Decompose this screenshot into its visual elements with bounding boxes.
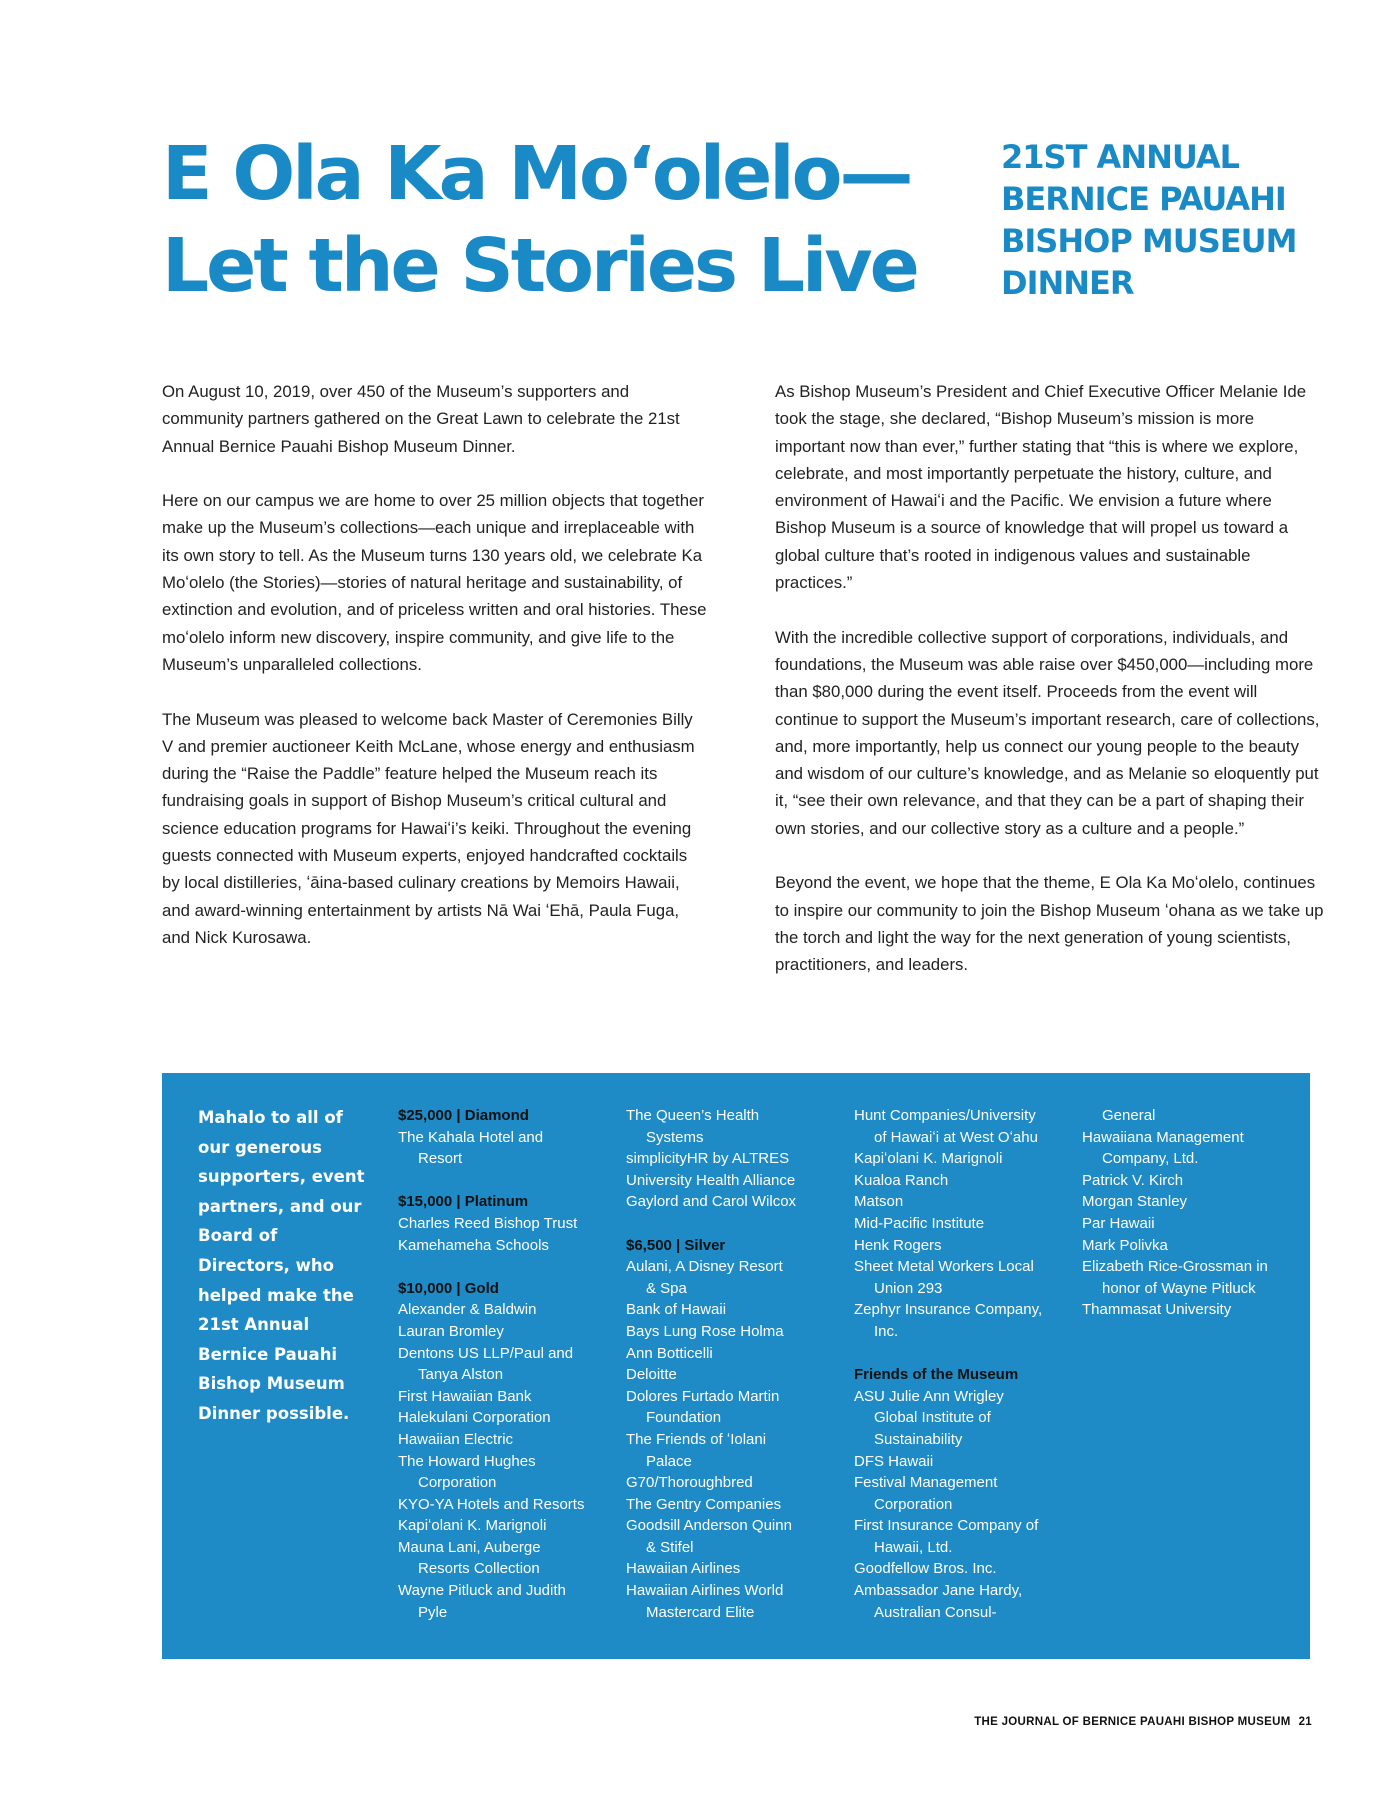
donor-spacer [398, 1170, 613, 1192]
donor-name: Aulani, A Disney Resort [626, 1258, 783, 1276]
donor-name: G70/Thoroughbred [626, 1474, 753, 1492]
donor-name: honor of Wayne Pitluck [1102, 1279, 1256, 1297]
donor-name: The Friends of ʻIolani [626, 1430, 767, 1448]
donor-name: Sheet Metal Workers Local [854, 1258, 1034, 1276]
donor-name: Kamehameha Schools [398, 1236, 549, 1254]
donor-name: Hawaii, Ltd. [874, 1538, 953, 1556]
donor-name: & Stifel [646, 1538, 694, 1556]
donor-name: Dolores Furtado Martin [626, 1387, 780, 1405]
donor-spacer [398, 1256, 613, 1278]
donor-name: Palace [646, 1452, 692, 1470]
page-title [162, 128, 982, 312]
donor-name: Hawaiian Electric [398, 1430, 514, 1448]
donor-name: Global Institute of [874, 1409, 991, 1427]
donor-name: Foundation [646, 1409, 722, 1427]
donor-name: Mauna Lani, Auberge [398, 1538, 541, 1556]
donor-name: Matson [854, 1193, 904, 1211]
subtitle-line: BISHOP MUSEUM [1001, 222, 1297, 260]
donor-tier-heading: $6,500 | Silver [626, 1236, 726, 1254]
subtitle-line: 21ST ANNUAL [1001, 138, 1240, 176]
donor-name: Dentons US LLP/Paul and [398, 1344, 574, 1362]
donor-name: First Hawaiian Bank [398, 1387, 532, 1405]
donor-name: Hawaiiana Management [1082, 1128, 1244, 1146]
donor-name: of Hawaiʻi at West Oʻahu [874, 1128, 1038, 1146]
donor-name: Hawaiian Airlines [626, 1560, 741, 1578]
donor-name: Company, Ltd. [1102, 1150, 1199, 1168]
donor-name: KYO-YA Hotels and Resorts [398, 1495, 585, 1513]
donor-name: Resort [418, 1150, 463, 1168]
article-paragraph: Here on our campus we are home to over 25 million objects that together make up the Museum’s collections—each unique and irreplaceable with its own story to tell. As the Museum turns 130 years old, we celebrate Ka Moʻolelo (the Stories)—stories of natural heritage and sustainability, of extinction and evolution, and of priceless written and oral histories. These moʻolelo inform new discovery, inspire community, and give life to the Museum’s unparalleled collections. [162, 491, 707, 674]
donor-name: Goodsill Anderson Quinn [626, 1517, 792, 1535]
donor-name: simplicityHR by ALTRES [626, 1150, 790, 1168]
donor-name: Sustainability [874, 1430, 963, 1448]
donor-panel [162, 1073, 1310, 1659]
donor-name: Par Hawaii [1082, 1214, 1155, 1232]
event-subtitle [1001, 136, 1331, 304]
donor-tier-heading: Friends of the Museum [854, 1366, 1019, 1384]
donor-name: Goodfellow Bros. Inc. [854, 1560, 997, 1578]
donor-name: Deloitte [626, 1366, 677, 1384]
article-paragraph: With the incredible collective support of corporations, individuals, and foundations, the Museum was able raise over $450,000—including more than $80,000 during the event itself. Proceeds from the event will continue to support the Museum’s important research, care of collections, and, more importantly, help us connect our young people to the beauty and wisdom of our culture’s knowledge, and as Melanie so eloquently put it, “see their own relevance, and that they can be a part of shaping their own stories, and our collective story as a culture and a people.” [775, 627, 1320, 838]
donor-spacer [626, 1213, 841, 1235]
donor-name: & Spa [646, 1279, 687, 1297]
donor-name: Kualoa Ranch [854, 1171, 949, 1189]
donor-name: Mid-Pacific Institute [854, 1214, 985, 1232]
donor-name: Patrick V. Kirch [1082, 1171, 1184, 1189]
donor-name: Tanya Alston [418, 1366, 504, 1384]
donor-name: The Queen’s Health [626, 1107, 760, 1124]
donor-name: Corporation [418, 1474, 497, 1492]
donor-column-3 [854, 1105, 1069, 1623]
donor-name: First Insurance Company of [854, 1517, 1039, 1535]
donor-name: Hunt Companies/University [854, 1107, 1036, 1124]
mahalo-message: Mahalo to all of our generous supporters, event partners, and our Board of Directors, who helped make the 21st Annual Bernice Pauahi Bishop Museum Dinner possible. [198, 1108, 365, 1423]
subtitle-line: DINNER [1001, 264, 1134, 302]
donor-tier-heading: $25,000 | Diamond [398, 1107, 529, 1124]
page-number: 21 [1298, 1716, 1312, 1728]
donor-name: Kapiʻolani K. Marignoli [854, 1150, 1003, 1168]
donor-name: Festival Management [854, 1474, 998, 1492]
donor-name: The Howard Hughes [398, 1452, 536, 1470]
donor-name: Resorts Collection [418, 1560, 540, 1578]
donor-column-4 [1082, 1105, 1297, 1321]
subtitle-line: BERNICE PAUAHI [1001, 180, 1286, 218]
title-line-1: E Ola Ka Moʻolelo— [162, 131, 911, 217]
donor-name: Mark Polivka [1082, 1236, 1168, 1254]
donor-name: Mastercard Elite [646, 1603, 755, 1621]
donor-name: Union 293 [874, 1279, 943, 1297]
title-line-2: Let the Stories Live [162, 223, 917, 309]
donor-name: DFS Hawaii [854, 1452, 934, 1470]
donor-name: Charles Reed Bishop Trust [398, 1214, 578, 1232]
donor-name: Henk Rogers [854, 1236, 942, 1254]
donor-name: Wayne Pitluck and Judith [398, 1582, 566, 1600]
page-footer [974, 1716, 1312, 1728]
donor-name: Gaylord and Carol Wilcox [626, 1193, 797, 1211]
journal-name: THE JOURNAL OF BERNICE PAUAHI BISHOP MUSEUM [974, 1716, 1291, 1728]
article-paragraph: As Bishop Museum’s President and Chief Executive Officer Melanie Ide took the stage, she declared, “Bishop Museum’s mission is more important now than ever,” further stating that “this is where we explore, celebrate, and most importantly perpetuate the history, culture, and environment of Hawaiʻi and the Pacific. We envision a future where Bishop Museum is a source of knowledge that will propel us toward a global culture that’s rooted in indigenous values and sustainable practices.” [775, 382, 1307, 593]
article-right-column [775, 378, 1325, 1006]
donor-name: Corporation [874, 1495, 953, 1513]
donor-name: ASU Julie Ann Wrigley [854, 1387, 1004, 1405]
donor-name: General [1102, 1107, 1156, 1124]
article-left-column [162, 378, 707, 979]
article-paragraph: Beyond the event, we hope that the theme, E Ola Ka Moʻolelo, continues to inspire our community to join the Bishop Museum ʻohana as we take up the torch and light the way for the next generation of young scientists, practitioners, and leaders. [775, 873, 1324, 975]
donor-name: University Health Alliance [626, 1171, 796, 1189]
donor-name: Ann Botticelli [626, 1344, 713, 1362]
donor-name: Hawaiian Airlines World [626, 1582, 784, 1600]
donor-column-2 [626, 1105, 841, 1623]
donor-column-1 [398, 1105, 613, 1623]
donor-name: Ambassador Jane Hardy, [854, 1582, 1023, 1600]
donor-tier-heading: $10,000 | Gold [398, 1279, 499, 1297]
donor-name: Kapiʻolani K. Marignoli [398, 1517, 547, 1535]
donor-name: Inc. [874, 1322, 899, 1340]
article-paragraph: The Museum was pleased to welcome back Master of Ceremonies Billy V and premier auctioneer Keith McLane, whose energy and enthusiasm during the “Raise the Paddle” feature helped the Museum reach its fundraising goals in support of Bishop Museum’s critical cultural and science education programs for Hawaiʻi’s keiki. Throughout the evening guests connected with Museum experts, enjoyed handcrafted cocktails by local distilleries, ʻāina-based culinary creations by Memoirs Hawaii, and award-winning entertainment by artists Nā Wai ʻEhā, Paula Fuga, and Nick Kurosawa. [162, 709, 695, 947]
donor-name: Systems [646, 1128, 704, 1146]
donor-name: The Gentry Companies [626, 1495, 782, 1513]
donor-name: Alexander & Baldwin [398, 1301, 537, 1319]
donor-name: Zephyr Insurance Company, [854, 1301, 1043, 1319]
donor-name: Elizabeth Rice-Grossman in [1082, 1258, 1268, 1276]
donor-name: Australian Consul- [874, 1603, 997, 1621]
donor-name: The Kahala Hotel and [398, 1128, 544, 1146]
donor-spacer [854, 1343, 1069, 1365]
donor-name: Pyle [418, 1603, 448, 1621]
donor-name: Halekulani Corporation [398, 1409, 551, 1427]
donor-name: Bays Lung Rose Holma [626, 1322, 784, 1340]
article-paragraph: On August 10, 2019, over 450 of the Museum’s supporters and community partners gathered on the Great Lawn to celebrate the 21st Annual Bernice Pauahi Bishop Museum Dinner. [162, 382, 680, 456]
donor-name: Bank of Hawaii [626, 1301, 727, 1319]
donor-tier-heading: $15,000 | Platinum [398, 1193, 529, 1211]
donor-name: Thammasat University [1082, 1301, 1232, 1319]
donor-name: Lauran Bromley [398, 1322, 504, 1340]
donor-name: Morgan Stanley [1082, 1193, 1188, 1211]
